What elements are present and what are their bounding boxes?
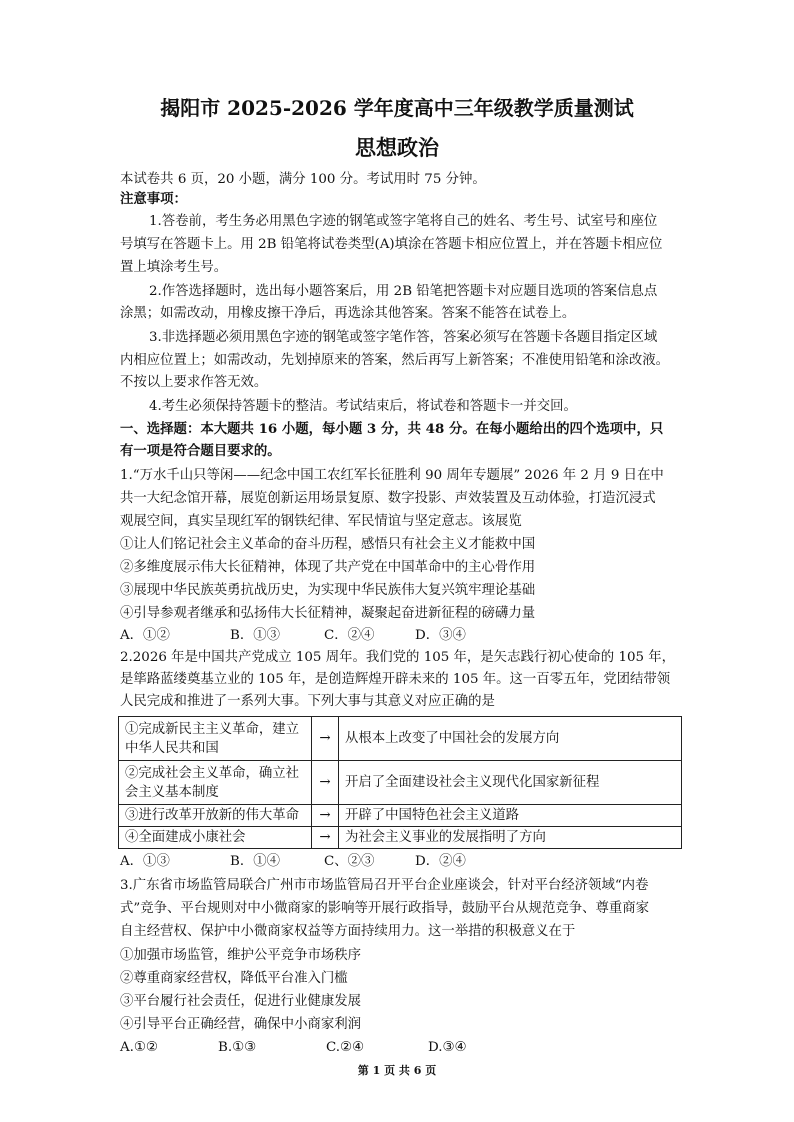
event-meaning-table (118, 716, 682, 849)
q1-statement: ①让人们铭记社会主义革命的奋斗历程，感悟只有社会主义才能救中国 (120, 537, 536, 552)
q1-stem: 观展空间，真实呈现红军的钢铁纪律、军民情谊与坚定意志。该展览 (120, 514, 522, 529)
notice-line: 1.答卷前，考生务必用黑色字迹的钢笔或签字笔将自己的姓名、考生号、试室号和座位 (149, 214, 658, 229)
option-d[interactable]: D.③④ (428, 1040, 467, 1055)
arrow-icon: → (312, 717, 339, 761)
notice-heading: 注意事项： (120, 191, 187, 207)
table-row (119, 827, 682, 849)
q3-statement: ④引导平台正确经营，确保中小商家利润 (120, 1017, 362, 1032)
option-a[interactable]: A．①③ (120, 854, 170, 869)
q1-stem: 1.“万水千山只等闲——纪念中国工农红军长征胜利 90 周年专题展” 2026 年 2 月 9 日在中 (120, 468, 664, 483)
notice-line: 内相应位置上；如需改动，先划掉原来的答案，然后再写上新答案；不准使用铅笔和涂改液。 (120, 353, 670, 368)
arrow-icon: → (312, 827, 339, 849)
section-heading: 一、选择题：本大题共 16 小题，每小题 3 分，共 48 分。在每小题给出的四个选项中，只 (120, 421, 664, 437)
option-a[interactable]: A.①② (120, 1040, 158, 1055)
option-b[interactable]: B．①④ (230, 854, 281, 869)
q2-stem: 2.2026 年是中国共产党成立 105 周年。我们党的 105 年，是矢志践行初心使命的 105 年， (120, 650, 676, 665)
event-cell: ④全面建成小康社会 (119, 827, 312, 849)
q1-stem: 共一大纪念馆开幕，展览创新运用场景复原、数字投影、声效装置及互动体验，打造沉浸式 (120, 491, 656, 506)
option-b[interactable]: B．①③ (230, 628, 281, 643)
q3-stem: 式”竞争、平台规则对中小微商家的影响等开展行政指导，鼓励平台从规范竞争、尊重商家 (120, 901, 650, 916)
notice-line: 2.作答选择题时，选出每小题答案后，用 2B 铅笔把答题卡对应题目选项的答案信息点 (149, 284, 658, 299)
q2-stem: 人民完成和推进了一系列大事。下列大事与其意义对应正确的是 (120, 694, 495, 709)
page-footer: 第 1 页 共 6 页 (357, 1064, 437, 1077)
exam-intro: 本试卷共 6 页，20 小题，满分 100 分。考试用时 75 分钟。 (120, 172, 486, 187)
q3-statement: ②尊重商家经营权，降低平台准入门槛 (120, 971, 348, 986)
notice-line: 3.非选择题必须用黑色字迹的钢笔或签字笔作答，答案必须写在答题卡各题目指定区域 (149, 330, 658, 345)
option-c[interactable]: C．②④ (324, 628, 375, 643)
option-a[interactable]: A．①② (120, 628, 170, 643)
meaning-cell: 开辟了中国特色社会主义道路 (339, 805, 682, 827)
notice-line: 置上填涂考生号。 (120, 260, 228, 275)
table-row (119, 717, 682, 761)
notice-line: 不按以上要求作答无效。 (120, 375, 268, 390)
table-row (119, 805, 682, 827)
subject-title: 思想政治 (355, 135, 439, 160)
q1-statement: ④引导参观者继承和弘扬伟大长征精神，凝聚起奋进新征程的磅礴力量 (120, 606, 536, 621)
option-b[interactable]: B.①③ (218, 1040, 257, 1055)
section-heading: 有一项是符合题目要求的。 (120, 443, 281, 459)
arrow-icon: → (312, 761, 339, 805)
notice-line: 号填写在答题卡上。用 2B 铅笔将试卷类型(A)填涂在答题卡相应位置上，并在答题卡相应位 (120, 237, 663, 252)
meaning-cell: 从根本上改变了中国社会的发展方向 (339, 717, 682, 761)
meaning-cell: 开启了全面建设社会主义现代化国家新征程 (339, 761, 682, 805)
arrow-icon: → (312, 805, 339, 827)
q3-statement: ③平台履行社会责任，促进行业健康发展 (120, 994, 362, 1009)
q3-statement: ①加强市场监管，维护公平竞争市场秩序 (120, 948, 362, 963)
notice-line: 4.考生必须保持答题卡的整洁。考试结束后，将试卷和答题卡一并交回。 (149, 399, 577, 414)
table-row (119, 761, 682, 805)
q3-stem: 自主经营权、保护中小微商家权益等方面持续用力。这一举措的积极意义在于 (120, 924, 576, 939)
q1-statement: ②多维度展示伟大长征精神，体现了共产党在中国革命中的主心骨作用 (120, 560, 536, 575)
option-d[interactable]: D．③④ (415, 628, 466, 643)
exam-title: 揭阳市 2025-2026 学年度高中三年级教学质量测试 (160, 96, 634, 120)
option-d[interactable]: D．②④ (415, 854, 466, 869)
meaning-cell: 为社会主义事业的发展指明了方向 (339, 827, 682, 849)
option-c[interactable]: C.②④ (326, 1040, 365, 1055)
notice-line: 涂黑；如需改动，用橡皮擦干净后，再选涂其他答案。答案不能答在试卷上。 (120, 306, 576, 321)
event-cell: ③进行改革开放新的伟大革命 (119, 805, 312, 827)
option-c[interactable]: C、②③ (324, 854, 375, 869)
q2-stem: 是筚路蓝缕奠基立业的 105 年，是创造辉煌开辟未来的 105 年。这一百零五年，党团结带领 (120, 672, 671, 687)
q3-stem: 3.广东省市场监管局联合广州市市场监管局召开平台企业座谈会，针对平台经济领域“内卷 (120, 878, 649, 893)
event-cell: ①完成新民主主义革命，建立中华人民共和国 (119, 717, 312, 761)
event-cell: ②完成社会主义革命，确立社会主义基本制度 (119, 761, 312, 805)
q1-statement: ③展现中华民族英勇抗战历史，为实现中华民族伟大复兴筑牢理论基础 (120, 583, 536, 598)
